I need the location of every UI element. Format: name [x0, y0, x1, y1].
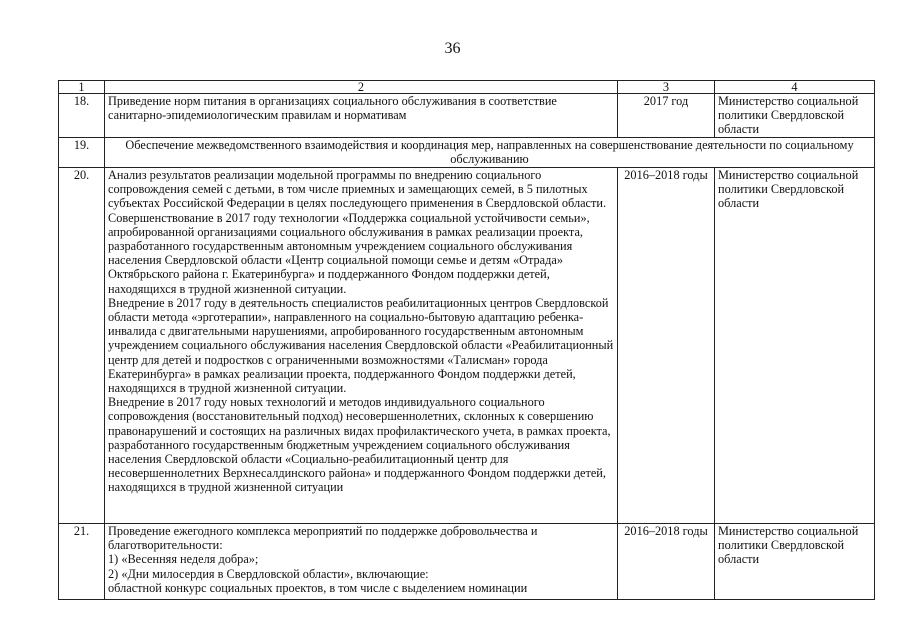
row-period: 2017 год — [618, 94, 715, 138]
section-title: Обеспечение межведомственного взаимодействия и координация мер, направленных на совершенствование деятельности по социальному обслуживанию — [105, 138, 875, 168]
row-text — [105, 94, 618, 138]
row-text — [105, 168, 618, 524]
paragraph: Совершенствование в 2017 году технологии «Поддержка социальной устойчивости семьи», апробированной организациями социального обслуживания в рамках реализации проекта, разработанного государственным автономным учреждением социального обслуживания населения Свердловской области «Центр социальной помощи семье и детям «Отрада» Октябрьского района г. Екатеринбурга» и поддержанного Фондом поддержки детей, находящихся в трудной жизненной ситуации. — [108, 210, 590, 296]
row-period: 2016–2018 годы — [618, 168, 715, 524]
header-col-2: 2 — [105, 81, 618, 94]
section-row — [59, 138, 875, 168]
header-col-1: 1 — [59, 81, 105, 94]
header-col-4: 4 — [715, 81, 875, 94]
row-number: 18. — [59, 94, 105, 138]
paragraph: Внедрение в 2017 году новых технологий и методов индивидуального социального сопровождения (восстановительный подход) несовершеннолетних, склонных к совершению правонарушений и состоящих на различных видах профилактического учета, в рамках проекта, разработанного государственным бюджетным учреждением социального обслуживания населения Свердловской области «Социально-реабилитационный центр для несовершеннолетних Верхнесалдинского района» и поддержанного Фондом поддержки детей, находящихся в трудной жизненной ситуации — [108, 395, 611, 495]
row-responsible: Министерство социальной политики Свердловской области — [715, 524, 875, 600]
paragraph: областной конкурс социальных проектов, в том числе с выделением номинации — [108, 580, 528, 595]
paragraph: Анализ результатов реализации модельной программы по внедрению социального сопровождения семей с детьми, в том числе приемных и замещающих семей, в 5 пилотных субъектах Российской Федерации в целях последующего применения в Свердловской области. — [108, 168, 607, 211]
row-number: 19. — [59, 138, 105, 168]
row-period: 2016–2018 годы — [618, 524, 715, 600]
table-row — [59, 524, 875, 600]
paragraph: Проведение ежегодного комплекса мероприятий по поддержке добровольчества и благотворительности: — [108, 524, 538, 553]
table-header-row — [59, 81, 875, 94]
row-number: 21. — [59, 524, 105, 600]
row-number: 20. — [59, 168, 105, 524]
paragraph: Внедрение в 2017 году в деятельность специалистов реабилитационных центров Свердловской области метода «эрготерапии», направленного на социально-бытовую адаптацию ребенка-инвалида с двигательными нарушениями, апробированного государственным автономным учреждением социального обслуживания населения Свердловской области «Реабилитационный центр для детей и подростков с ограниченными возможностями «Талисман» города Екатеринбурга» в рамках реализации проекта, поддержанного Фондом поддержки детей, находящихся в трудной жизненной ситуации. — [108, 295, 614, 396]
header-col-3: 3 — [618, 81, 715, 94]
paragraph: Приведение норм питания в организациях социального обслуживания в соответствие санитарно-эпидемиологическим правилам и нормативам — [108, 94, 557, 123]
paragraph: 1) «Весенняя неделя добра»; — [108, 552, 259, 567]
row-responsible: Министерство социальной политики Свердловской области — [715, 94, 875, 138]
measures-table — [58, 80, 875, 600]
table-row — [59, 168, 875, 524]
table-row — [59, 94, 875, 138]
page-number: 36 — [444, 40, 461, 57]
paragraph: 2) «Дни милосердия в Свердловской области», включающие: — [108, 566, 429, 581]
row-responsible: Министерство социальной политики Свердловской области — [715, 168, 875, 524]
row-text — [105, 524, 618, 600]
